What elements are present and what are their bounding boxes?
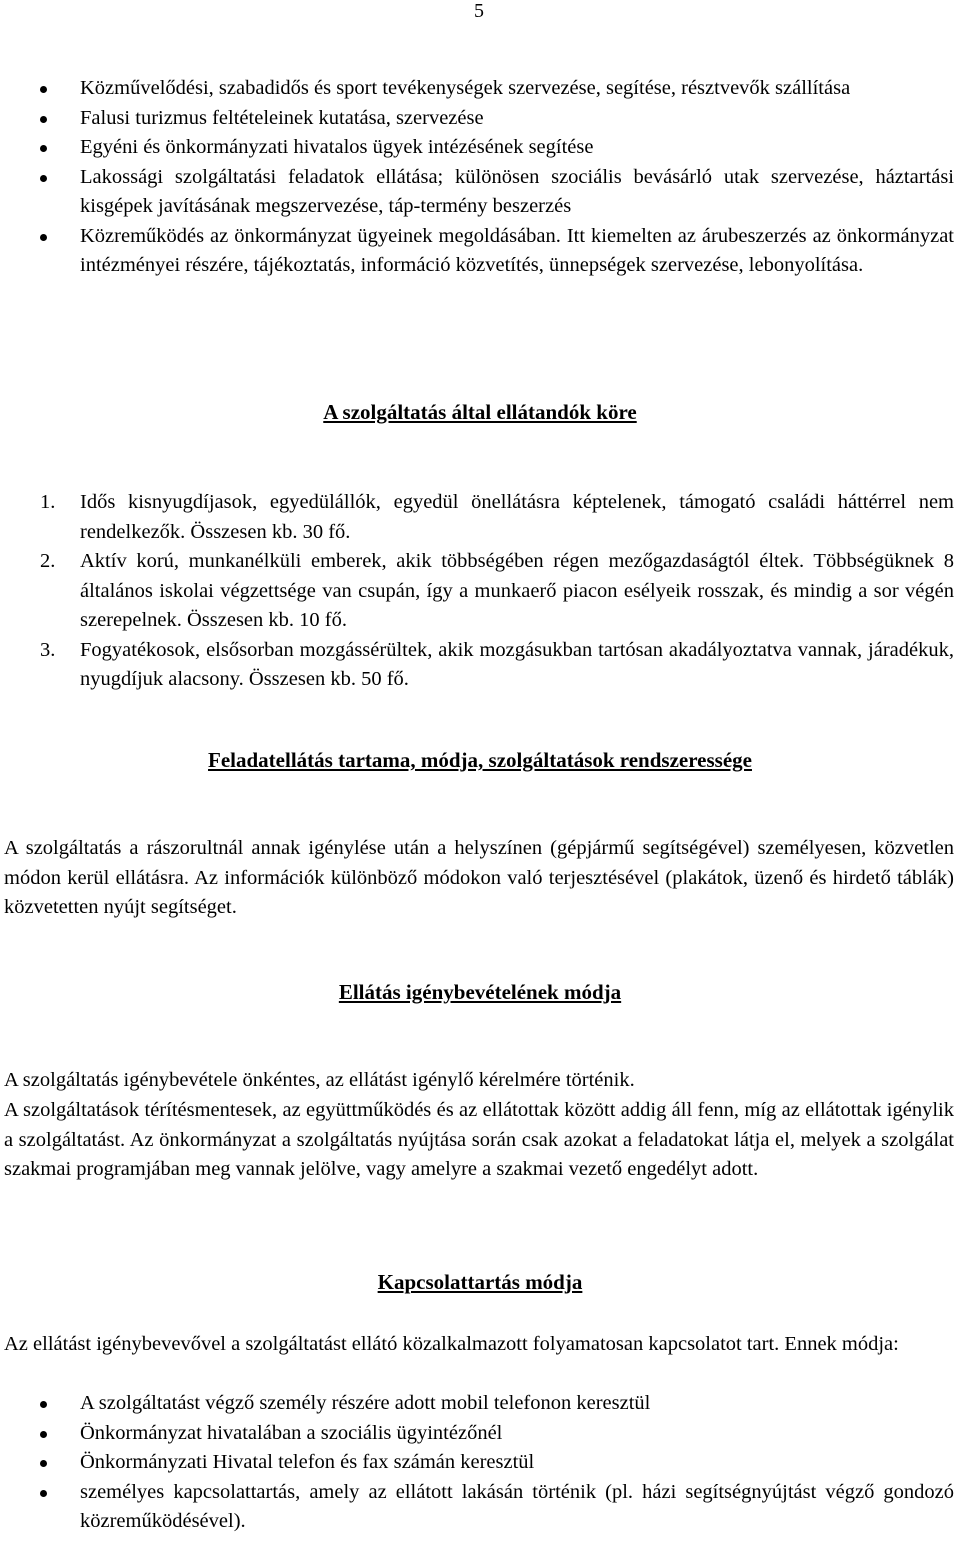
page-number: 5 — [474, 0, 484, 22]
list-item — [0, 74, 960, 104]
bullet-icon — [40, 234, 47, 241]
list-item — [0, 1419, 960, 1449]
list-item — [0, 1389, 960, 1419]
list-item — [0, 488, 960, 547]
list-item-text: személyes kapcsolattartás, amely az ellátott lakásán történik (pl. házi segítségnyújtást végző gondozó közreműködésével). — [80, 1480, 954, 1532]
list-item — [0, 547, 960, 636]
list-item-text: Aktív korú, munkanélküli emberek, akik többségében régen mezőgazdaságtól éltek. Többségüknek 8 általános iskolai végzettsége van csupán, így a munkaerő piacon esélyeik rosszak, és mindig a sor végén szerepelnek. Összesen kb. 10 fő. — [80, 550, 954, 631]
section-heading-recipients: A szolgáltatás által ellátandók köre — [323, 400, 637, 424]
bullet-icon — [40, 1431, 47, 1438]
list-item — [0, 163, 960, 222]
service-duration-paragraph: A szolgáltatás a rászorultnál annak igénylése után a helyszínen (gépjármű segítségével) személyesen, közvetlen módon kerül ellátásra. Az információk különböző módokon való terjesztésével (plakátok, üzenő és hirdető táblák) közvetetten nyújt segítséget. — [4, 837, 954, 919]
list-item — [0, 222, 960, 281]
list-item — [0, 1448, 960, 1478]
section-heading-service-use: Ellátás igénybevételének módja — [338, 980, 622, 1004]
list-item — [0, 1478, 960, 1537]
list-item-text: Idős kisnyugdíjasok, egyedülállók, egyedül önellátásra képtelenek, támogató családi háttérrel nem rendelkezők. Összesen kb. 30 fő. — [80, 491, 954, 543]
top-bullet-list — [0, 74, 960, 281]
list-item-text: Fogyatékosok, elsősorban mozgássérültek, akik mozgásukban tartósan akadályoztatva vannak, járadékuk, nyugdíjuk alacsony. Összesen kb. 50 fő. — [80, 638, 954, 690]
list-number: 3. — [40, 638, 56, 661]
bullet-icon — [40, 175, 47, 182]
list-item-text: Önkormányzati Hivatal telefon és fax számán keresztül — [80, 1451, 535, 1473]
contact-bullet-list — [0, 1389, 960, 1537]
list-item-text: Önkormányzat hivatalában a szociális ügyintézőnél — [80, 1421, 503, 1444]
service-use-paragraph-1: A szolgáltatás igénybevétele önkéntes, az ellátást igénylő kérelmére történik. — [4, 1069, 635, 1091]
list-item-text: Közreműködés az önkormányzat ügyeinek megoldásában. Itt kiemelten az árubeszerzés az önkormányzat intézményei részére, tájékoztatás, információ közvetítés, ünnepségek szervezése, lebonyolítása. — [80, 224, 954, 276]
list-item — [0, 133, 960, 163]
bullet-icon — [40, 1460, 47, 1467]
list-number: 1. — [40, 491, 56, 513]
bullet-icon — [40, 1490, 47, 1497]
list-number: 2. — [40, 550, 56, 572]
bullet-icon — [40, 86, 47, 93]
list-item — [0, 636, 960, 695]
contact-paragraph: Az ellátást igénybevevővel a szolgáltatást ellátó közalkalmazott folyamatosan kapcsolatot tart. Ennek módja: — [4, 1333, 899, 1355]
list-item-text: Falusi turizmus feltételeinek kutatása, szervezése — [80, 106, 484, 129]
section-heading-service-duration: Feladatellátás tartama, módja, szolgáltatások rendszeressége — [208, 748, 752, 772]
list-item-text: Lakossági szolgáltatási feladatok ellátása; különösen szociális bevásárló utak szervezése, háztartási kisgépek javításának megszervezése, táp-termény beszerzés — [80, 165, 954, 217]
bullet-icon — [40, 1401, 47, 1408]
section-heading-contact: Kapcsolattartás módja — [377, 1270, 583, 1294]
service-use-paragraph-2: A szolgáltatások térítésmentesek, az együttműködés és az ellátottak között addig áll fenn, míg az ellátottak igénylik a szolgáltatást. Az önkormányzat a szolgáltatás nyújtása során csak azokat a feladatokat látja el, melyek a szolgálat szakmai programjában meg vannak jelölve, vagy amelyre a szakmai vezető engedélyt adott. — [4, 1099, 954, 1181]
bullet-icon — [40, 116, 47, 123]
bullet-icon — [40, 145, 47, 152]
list-item-text: Közművelődési, szabadidős és sport tevékenységek szervezése, segítése, résztvevők szállítása — [80, 77, 851, 99]
recipients-list — [0, 488, 960, 695]
list-item-text: Egyéni és önkormányzati hivatalos ügyek intézésének segítése — [80, 136, 594, 158]
list-item-text: A szolgáltatást végző személy részére adott mobil telefonon keresztül — [80, 1392, 651, 1414]
list-item — [0, 104, 960, 134]
